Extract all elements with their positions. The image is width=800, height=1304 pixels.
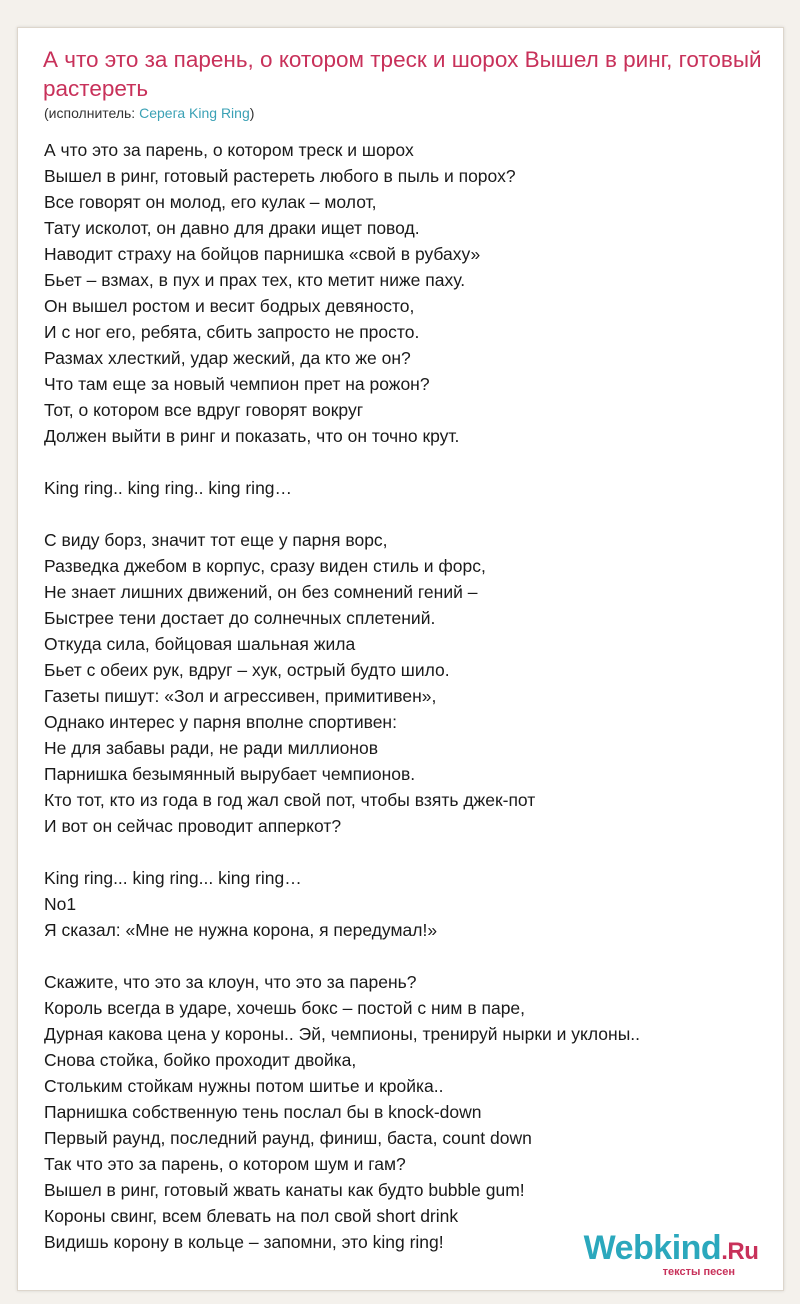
lyric-line: Снова стойка, бойко проходит двойка,	[44, 1050, 357, 1070]
song-title: А что это за парень, о котором треск и шорох Вышел в ринг, готовый растереть	[43, 47, 762, 101]
lyric-line: Так что это за парень, о котором шум и гам?	[44, 1154, 406, 1174]
lyric-line: Короны свинг, всем блевать на пол свой short drink	[44, 1206, 459, 1226]
lyric-line: Размах хлесткий, удар жеский, да кто же он?	[44, 348, 411, 368]
site-logo[interactable]	[571, 1230, 771, 1278]
artist-line	[44, 105, 254, 121]
lyric-line: Тату исколот, он давно для драки ищет повод.	[44, 218, 420, 238]
lyric-line: Скажите, что это за клоун, что это за парень?	[44, 972, 417, 992]
lyric-line: Однако интерес у парня вполне спортивен:	[44, 712, 397, 732]
lyric-blank-line	[44, 501, 774, 527]
lyric-line: Наводит страху на бойцов парнишка «свой в рубаху»	[44, 244, 481, 264]
artist-link[interactable]: Серега King Ring	[139, 105, 250, 121]
lyric-line: Бьет с обеих рук, вдруг – хук, острый будто шило.	[44, 660, 450, 680]
lyric-line: Парнишка собственную тень послал бы в knock-down	[44, 1102, 482, 1122]
artist-prefix: (исполнитель:	[44, 105, 140, 121]
logo-tagline: тексты песен	[662, 1266, 735, 1278]
lyric-line: С виду борз, значит тот еще у парня ворс,	[44, 530, 388, 550]
logo-tld: .Ru	[721, 1238, 759, 1265]
lyric-line: No1	[44, 894, 77, 914]
lyric-line: Стольким стойкам нужны потом шитье и кройка..	[44, 1076, 444, 1096]
lyric-blank-line	[44, 943, 774, 969]
lyric-line: Откуда сила, бойцовая шальная жила	[44, 634, 356, 654]
lyric-line: Должен выйти в ринг и показать, что он точно крут.	[44, 426, 460, 446]
lyric-line: Все говорят он молод, его кулак – молот,	[44, 192, 377, 212]
lyric-line: Первый раунд, последний раунд, финиш, баста, count down	[44, 1128, 532, 1148]
lyric-line: И вот он сейчас проводит апперкот?	[44, 816, 342, 836]
lyric-line: Вышел в ринг, готовый растереть любого в пыль и порох?	[44, 166, 516, 186]
lyric-line: А что это за парень, о котором треск и шорох	[44, 140, 414, 160]
lyric-blank-line	[44, 839, 774, 865]
lyric-line: Вышел в ринг, готовый жвать канаты как будто bubble gum!	[44, 1180, 525, 1200]
lyric-line: King ring... king ring... king ring…	[44, 868, 302, 888]
lyric-line: Газеты пишут: «Зол и агрессивен, примитивен»,	[44, 686, 437, 706]
lyrics-card	[17, 27, 784, 1291]
artist-suffix: )	[249, 105, 255, 121]
lyric-line: Он вышел ростом и весит бодрых девяносто,	[44, 296, 415, 316]
lyric-line: Не знает лишних движений, он без сомнений гений –	[44, 582, 478, 602]
lyric-line: Быстрее тени достает до солнечных сплетений.	[44, 608, 436, 628]
lyric-line: Бьет – взмах, в пух и прах тех, кто метит ниже паху.	[44, 270, 466, 290]
lyric-line: Дурная какова цена у короны.. Эй, чемпионы, тренируй нырки и уклоны..	[44, 1024, 640, 1044]
lyric-line: Не для забавы ради, не ради миллионов	[44, 738, 379, 758]
lyric-line: Кто тот, кто из года в год жал свой пот, чтобы взять джек-пот	[44, 790, 536, 810]
lyric-line: Разведка джебом в корпус, сразу виден стиль и форс,	[44, 556, 486, 576]
lyric-line: Я сказал: «Мне не нужна корона, я передумал!»	[44, 920, 438, 940]
lyric-line: Что там еще за новый чемпион прет на рожон?	[44, 374, 430, 394]
lyric-line: King ring.. king ring.. king ring…	[44, 478, 293, 498]
lyric-line: Тот, о котором все вдруг говорят вокруг	[44, 400, 364, 420]
lyric-line: Видишь корону в кольце – запомни, это king ring!	[44, 1232, 444, 1252]
lyric-line: Король всегда в ударе, хочешь бокс – постой с ним в паре,	[44, 998, 526, 1018]
lyric-line: И с ног его, ребята, сбить запросто не просто.	[44, 322, 420, 342]
lyrics-body	[44, 137, 774, 1255]
lyric-line: Парнишка безымянный вырубает чемпионов.	[44, 764, 416, 784]
lyric-blank-line	[44, 449, 774, 475]
logo-wordmark: Webkind	[583, 1229, 722, 1267]
